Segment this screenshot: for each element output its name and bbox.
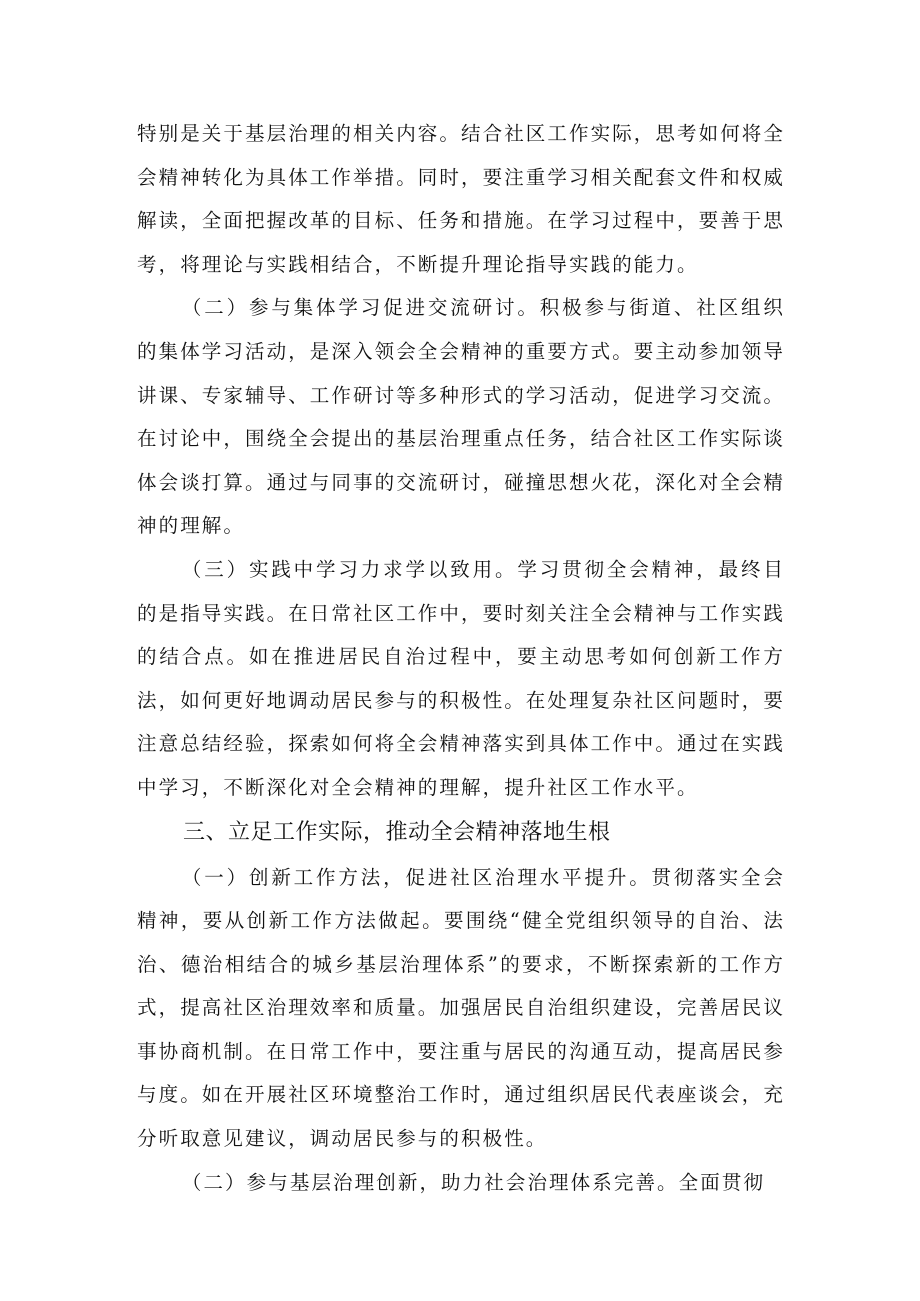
paragraph-continuation: 特别是关于基层治理的相关内容。结合社区工作实际，思考如何将全会精神转化为具体工作举措。同时，要注重学习相关配套文件和权威解读，全面把握改革的目标、任务和措施。在学习过程中，要善于思考，将理论与实践相结合，不断提升理论指导实践的能力。 xyxy=(137,122,786,276)
paragraph-innovate-methods: （一）创新工作方法，促进社区治理水平提升。贯彻落实全会精神，要从创新工作方法做起。要围绕“健全党组织领导的自治、法治、德治相结合的城乡基层治理体系”的要求，不断探索新的工作方式，提高社区治理效率和质量。加强居民自治组织建设，完善居民议事协商机制。在日常工作中，要注重与居民的沟通互动，提高居民参与度。如在开展社区环境整治工作时，通过组织居民代表座谈会，充分听取意见建议，调动居民参与的积极性。 xyxy=(137,865,786,1151)
document-body xyxy=(137,112,785,1204)
section-heading-3: 三、立足工作实际，推动全会精神落地生根 xyxy=(183,819,611,845)
paragraph-collective-study: （二）参与集体学习促进交流研讨。积极参与街道、社区组织的集体学习活动，是深入领会全会精神的重要方式。要主动参加领导讲课、专家辅导、工作研讨等多种形式的学习活动，促进学习交流。在讨论中，围绕全会提出的基层治理重点任务，结合社区工作实际谈体会谈打算。通过与同事的交流研讨，碰撞思想火花，深化对全会精神的理解。 xyxy=(137,296,786,538)
paragraph-practice-learning: （三）实践中学习力求学以致用。学习贯彻全会精神，最终目的是指导实践。在日常社区工作中，要时刻关注全会精神与工作实践的结合点。如在推进居民自治过程中，要主动思考如何创新工作方法，如何更好地调动居民参与的积极性。在处理复杂社区问题时，要注意总结经验，探索如何将全会精神落实到具体工作中。通过在实践中学习，不断深化对全会精神的理解，提升社区工作水平。 xyxy=(137,557,786,799)
paragraph-governance-innovation: （二）参与基层治理创新，助力社会治理体系完善。全面贯彻 xyxy=(181,1170,766,1194)
